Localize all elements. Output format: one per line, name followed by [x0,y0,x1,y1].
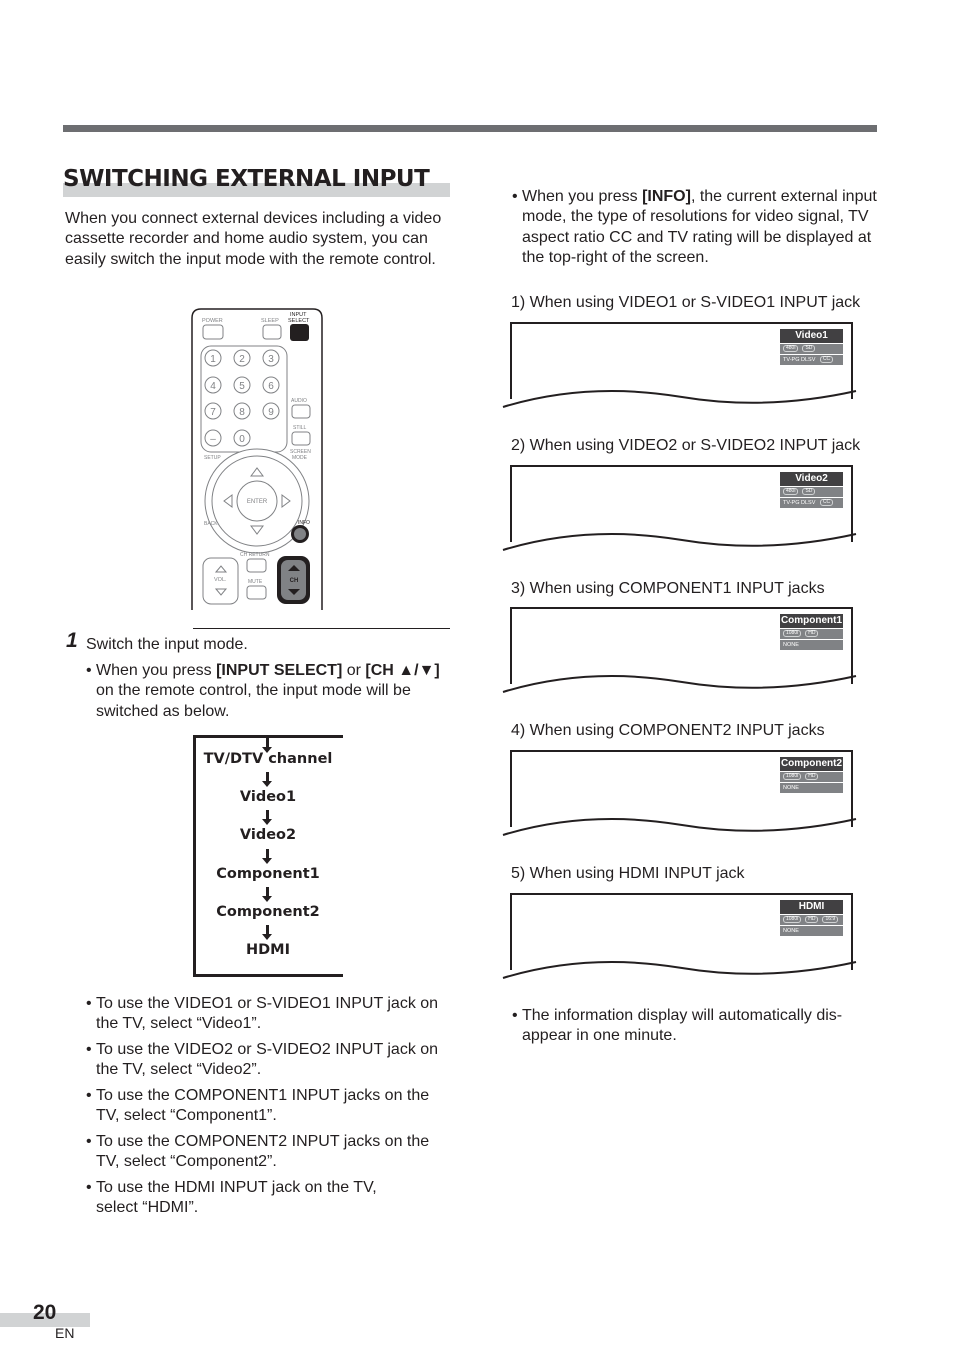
flow-tv-dtv: TV/DTV channel [203,751,333,767]
enter-label: ENTER [246,499,268,505]
osd-resolution-row [780,486,843,497]
osd-rating-row [780,639,843,650]
osd-panel [780,472,843,508]
osd-cc-badge: CC [820,356,833,363]
key-3: 3 [268,354,274,365]
osd-badge: HD [805,773,818,780]
key-9: 9 [268,407,274,418]
step-rule [193,628,450,629]
osd-title: Component2 [780,758,843,769]
osd-rating-row [780,782,843,793]
osd-panel [780,757,843,793]
vol-label: VOL. [214,577,227,583]
key-0: 0 [239,434,245,445]
osd-badge: HD [805,630,818,637]
flow-arrow [266,887,269,897]
osd-resolution-row [780,628,843,639]
tv-screen-example [502,464,857,551]
case-label: 1) When using VIDEO1 or S-VIDEO1 INPUT jack [511,294,861,311]
case-label: 2) When using VIDEO2 or S-VIDEO2 INPUT jack [511,437,861,454]
sleep-label: SLEEP [261,318,279,324]
flow-arrow [266,738,269,748]
flow-component1: Component1 [216,866,320,882]
ch-label: CH [289,578,299,584]
power-label: POWER [202,318,223,324]
flow-video2: Video2 [239,827,297,843]
flow-component2: Component2 [216,904,320,920]
flow-hdmi: HDMI [246,942,290,958]
osd-rating: TV-PG DLSV [783,357,816,363]
page-title: SWITCHING EXTERNAL INPUT [63,166,430,192]
flow-video1: Video1 [239,789,297,805]
note-component1: • To use the COMPONENT1 INPUT jacks on the TV, select “Component1”. [86,1087,430,1125]
language-label: EN [55,1325,75,1341]
note-hdmi: • To use the HDMI INPUT jack on the TV, select “HDMI”. [86,1179,377,1217]
osd-title: HDMI [780,900,843,914]
step-text: Switch the input mode. [86,636,248,653]
info-label: INFO [298,520,310,526]
osd-badge: 1080i [783,916,801,923]
osd-badge: 480i [783,345,798,352]
osd-badge: HD [805,916,818,923]
osd-title: Component1 [780,615,843,626]
setup-label: SETUP [204,455,221,461]
key-4: 4 [210,381,216,392]
key-5: 5 [239,381,245,392]
osd-resolution-row [780,343,843,354]
osd-rating-row [780,354,843,365]
page-number: 20 [33,1301,57,1324]
osd-rating-row [780,497,843,508]
osd-panel [780,329,843,365]
input-select-label-1: INPUT [290,312,307,318]
input-select-label-2: SELECT [288,318,310,324]
osd-badge: SD [802,488,815,495]
remote-control-illustration [191,308,323,610]
osd-cc-badge: CC [820,499,833,506]
flow-arrow [266,772,269,782]
flow-arrow [266,810,269,820]
back-label: BACK [204,521,218,527]
osd-rating: TV-PG DLSV [783,500,816,506]
case-label: 5) When using HDMI INPUT jack [511,865,745,882]
osd-rating-row [780,925,843,936]
osd-resolution-row [780,914,843,925]
flow-arrow [266,925,269,935]
intro-paragraph: When you connect external devices including a video cassette recorder and home audio system, you can easily switch the input mode with the remote control. [65,210,442,268]
osd-rating: NONE [783,928,799,934]
audio-label: AUDIO [291,398,307,404]
ch-return-label: CH RETURN [240,552,270,558]
osd-badge: 1080i [783,630,801,637]
osd-badge: 1080i [783,773,801,780]
key-2: 2 [239,354,245,365]
info-note: • When you press [INFO], the current external input mode, the type of resolutions for video signal, TV aspect ratio CC and TV rating will be displayed at the top-right of the screen. [512,188,877,267]
osd-resolution-row [780,771,843,782]
key-7: 7 [210,407,216,418]
note-video2: • To use the VIDEO2 or S-VIDEO2 INPUT jack on the TV, select “Video2”. [86,1041,439,1079]
osd-badge: 480i [783,488,798,495]
tv-screen-example [502,606,857,693]
osd-badge: 16:9 [822,916,838,923]
osd-badge: SD [802,345,815,352]
osd-rating: NONE [783,785,799,791]
case-label: 4) When using COMPONENT2 INPUT jacks [511,722,825,739]
tv-screen-example [502,892,857,979]
still-label: STILL [293,425,307,431]
osd-panel [780,900,843,936]
tv-screen-example [502,321,857,408]
note-component2: • To use the COMPONENT2 INPUT jacks on the TV, select “Component2”. [86,1133,430,1171]
key-dash: – [210,434,216,445]
osd-rating: NONE [783,642,799,648]
step-number: 1 [66,629,78,652]
flow-arrow [266,849,269,859]
mute-label: MUTE [248,579,263,585]
osd-panel [780,614,843,650]
note-video1: • To use the VIDEO1 or S-VIDEO1 INPUT jack on the TV, select “Video1”. [86,995,439,1033]
case-label: 3) When using COMPONENT1 INPUT jacks [511,580,825,597]
osd-title: Video2 [780,472,843,486]
key-6: 6 [268,381,274,392]
key-1: 1 [210,354,216,365]
osd-title: Video1 [780,329,843,343]
step-bullet: • When you press [INPUT SELECT] or [CH ▲/▼] on the remote control, the input mode will be switched as below. [86,662,440,720]
auto-disappear-note: • The information display will automatically dis- appear in one minute. [512,1007,843,1045]
tv-screen-example [502,749,857,836]
screen-mode-label-2: MODE [292,455,307,461]
header-rule [63,125,877,132]
screen-mode-label-1: SCREEN [290,449,311,455]
key-8: 8 [239,407,245,418]
